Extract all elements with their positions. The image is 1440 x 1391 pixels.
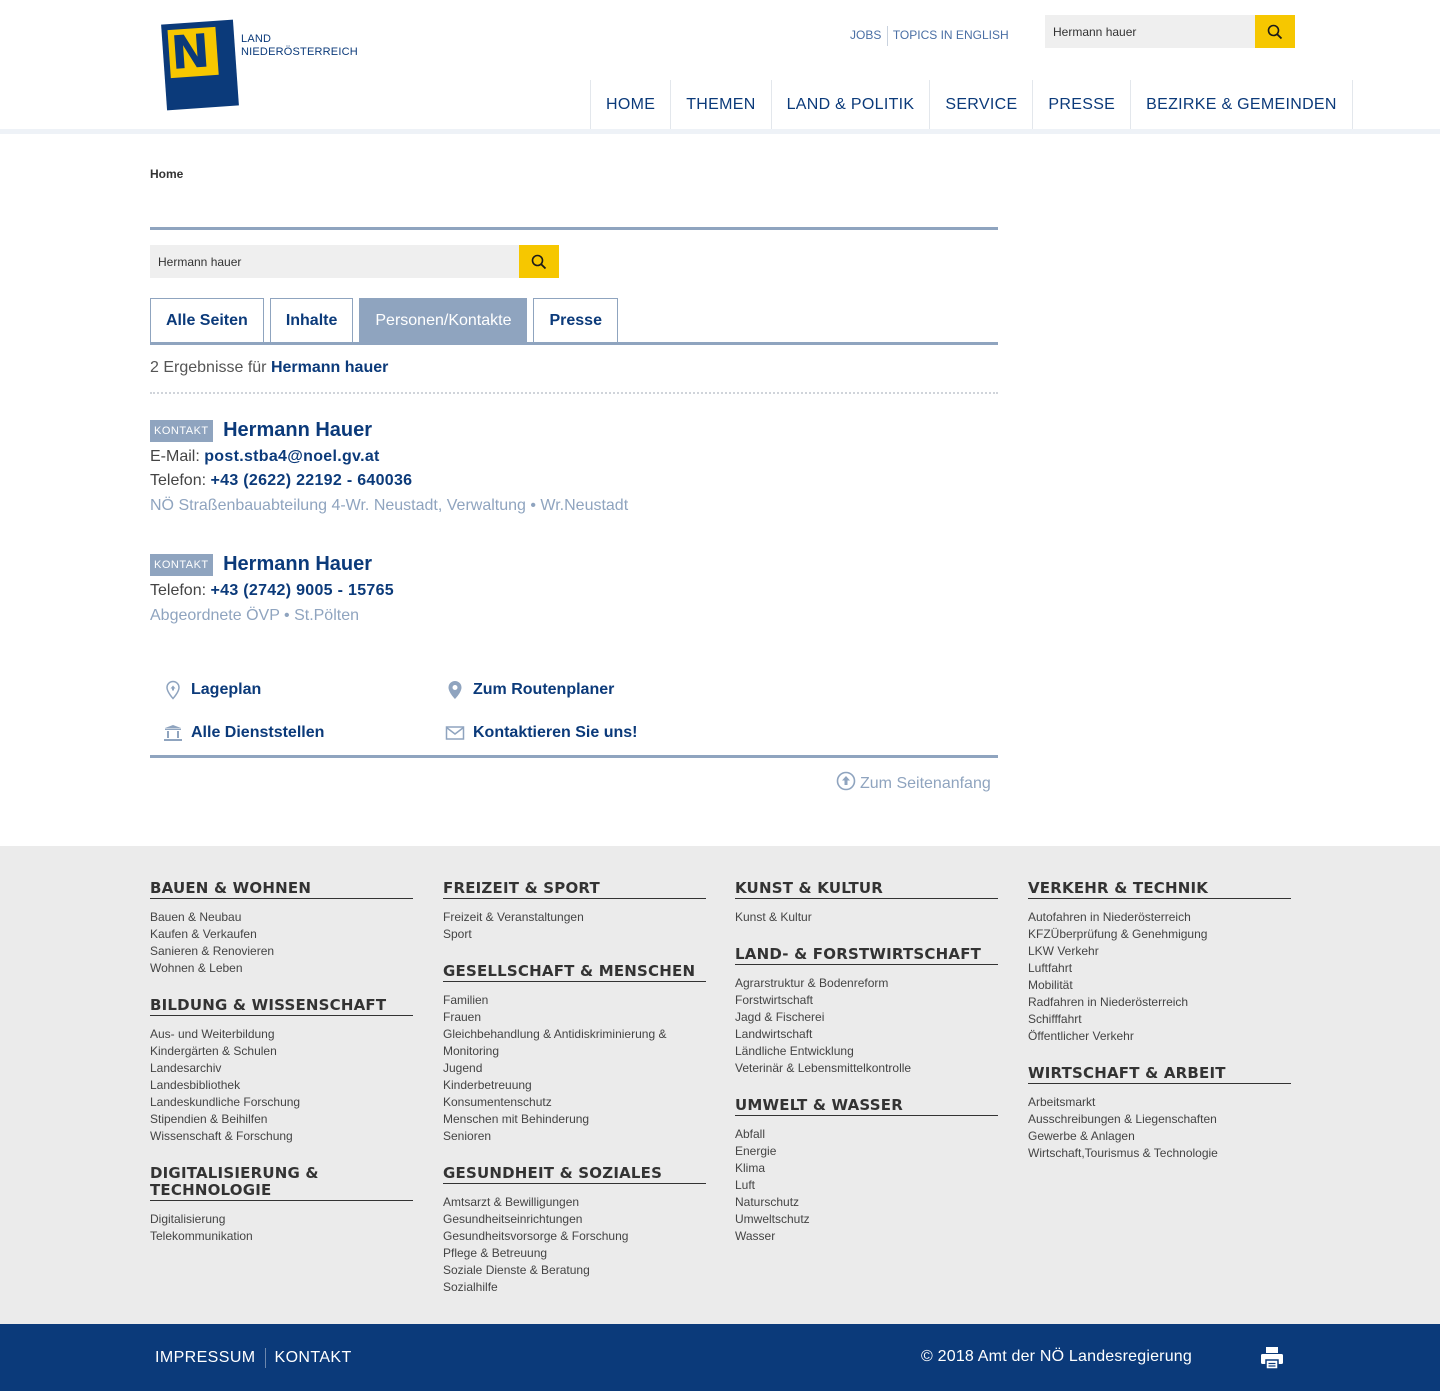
location-icon: [446, 680, 464, 700]
footer-link[interactable]: Sanieren & Renovieren: [150, 944, 275, 958]
logo-line-2: NIEDERÖSTERREICH: [241, 46, 358, 58]
footer-link-list: [735, 1126, 998, 1245]
footer-link[interactable]: Kindergärten & Schulen: [150, 1044, 277, 1058]
logo-line-1: LAND: [241, 33, 272, 45]
footer-section: [443, 880, 706, 943]
footer-link[interactable]: Ländliche Entwicklung: [735, 1044, 854, 1058]
footer-link-list: [150, 909, 413, 977]
footer-link[interactable]: Sport: [443, 927, 472, 941]
footer-link[interactable]: Pflege & Betreuung: [443, 1246, 548, 1260]
footer-link[interactable]: Gleichbehandlung & Antidiskriminierung & Monitoring: [443, 1027, 667, 1058]
nav-home[interactable]: HOME: [591, 80, 671, 130]
footer-link[interactable]: Wasser: [735, 1229, 776, 1243]
results-divider: [150, 392, 998, 394]
arrow-up-circle-icon: [836, 771, 856, 791]
building-icon: [163, 724, 183, 742]
copyright: © 2018 Amt der NÖ Landesregierung: [921, 1348, 1192, 1365]
result-badge: KONTAKT: [150, 554, 213, 576]
jobs-link[interactable]: JOBS: [850, 28, 882, 43]
footer-section: [150, 997, 413, 1145]
search-icon: [1267, 24, 1283, 40]
footer-section-title[interactable]: KUNST & KULTUR: [735, 880, 998, 899]
result-email: [150, 448, 998, 466]
footer-section: [735, 880, 998, 926]
footer-link[interactable]: LKW Verkehr: [1028, 944, 1099, 958]
footer-link[interactable]: Digitalisierung: [150, 1212, 226, 1226]
header-divider: [0, 129, 1440, 134]
bottom-links-divider: [265, 1348, 266, 1368]
footer-section-title[interactable]: GESUNDHEIT & SOZIALES: [443, 1165, 706, 1184]
print-button[interactable]: [1259, 1345, 1285, 1371]
footer-link[interactable]: Mobilität: [1028, 978, 1073, 992]
footer-link[interactable]: Forstwirtschaft: [735, 993, 814, 1007]
footer-link[interactable]: Ausschreibungen & Liegenschaften: [1028, 1112, 1217, 1126]
footer-link-list: [1028, 1094, 1291, 1162]
content-search-button[interactable]: [519, 245, 559, 278]
footer-link[interactable]: Konsumentenschutz: [443, 1095, 552, 1109]
nav-service[interactable]: SERVICE: [930, 80, 1033, 130]
result-badge: KONTAKT: [150, 420, 213, 442]
footer-section: [443, 1165, 706, 1296]
footer-link[interactable]: Landwirtschaft: [735, 1027, 813, 1041]
footer-section: [1028, 880, 1291, 1045]
footer-link[interactable]: Jagd & Fischerei: [735, 1010, 825, 1024]
results-count-prefix: 2 Ergebnisse für: [150, 359, 267, 376]
content-bottom-rule: [150, 755, 998, 758]
footer-link[interactable]: Freizeit & Veranstaltungen: [443, 910, 584, 924]
footer-section-title[interactable]: VERKEHR & TECHNIK: [1028, 880, 1291, 899]
footer-link[interactable]: Klima: [735, 1161, 766, 1175]
footer-section-title[interactable]: WIRTSCHAFT & ARBEIT: [1028, 1065, 1291, 1084]
lageplan-label: Lageplan: [191, 681, 262, 698]
search-icon: [531, 254, 547, 270]
routenplaner-link[interactable]: [445, 680, 614, 700]
tab-inhalte[interactable]: Inhalte: [270, 298, 354, 342]
result-name-link[interactable]: Hermann Hauer: [223, 419, 373, 441]
logo-flag-icon: [161, 20, 239, 111]
footer-link-list: [443, 992, 706, 1145]
footer-link[interactable]: Telekommunikation: [150, 1229, 253, 1243]
footer-sitemap: [0, 846, 1440, 1324]
logo-letter: N: [169, 23, 212, 80]
footer-column-4: [1028, 880, 1291, 1182]
logo-text: [241, 33, 358, 59]
footer-link[interactable]: Wohnen & Leben: [150, 961, 243, 975]
nav-presse[interactable]: PRESSE: [1033, 80, 1131, 130]
footer-link-list: [443, 909, 706, 943]
footer-link[interactable]: Kinderbetreuung: [443, 1078, 532, 1092]
footer-link[interactable]: Sozialhilfe: [443, 1280, 498, 1294]
top-links-divider: [887, 26, 888, 46]
footer-link[interactable]: Schifffahrt: [1028, 1012, 1082, 1026]
footer-link[interactable]: Radfahren in Niederösterreich: [1028, 995, 1189, 1009]
nav-bezirke-gemeinden[interactable]: BEZIRKE & GEMEINDEN: [1131, 80, 1353, 130]
tab-personen-kontakte[interactable]: Personen/Kontakte: [359, 298, 527, 342]
footer-link[interactable]: Landesbibliothek: [150, 1078, 241, 1092]
footer-link[interactable]: Abfall: [735, 1127, 766, 1141]
email-label: E-Mail:: [150, 448, 200, 465]
content-search: [150, 245, 559, 278]
footer-link-list: [443, 1194, 706, 1296]
routenplaner-label: Zum Routenplaner: [473, 681, 615, 698]
footer-link[interactable]: Naturschutz: [735, 1195, 800, 1209]
dienststellen-label: Alle Dienststellen: [191, 724, 325, 741]
content-search-input[interactable]: [150, 245, 519, 278]
phone-link[interactable]: +43 (2622) 22192 - 640036: [210, 472, 413, 489]
footer-link-list: [150, 1026, 413, 1145]
footer-link-list: [735, 975, 998, 1077]
footer-section-title[interactable]: GESELLSCHAFT & MENSCHEN: [443, 963, 706, 982]
email-link[interactable]: post.stba4@noel.gv.at: [204, 448, 380, 465]
result-item: [150, 553, 998, 625]
footer-link[interactable]: Agrarstruktur & Bodenreform: [735, 976, 889, 990]
map-pin-icon: [164, 680, 182, 700]
kontakt-label: Kontaktieren Sie uns!: [473, 724, 638, 741]
footer-link-list: [1028, 909, 1291, 1045]
phone-link[interactable]: +43 (2742) 9005 - 15765: [210, 582, 394, 599]
footer-section: [150, 1165, 413, 1245]
footer-column-3: [735, 880, 998, 1265]
topics-in-english-link[interactable]: TOPICS IN ENGLISH: [892, 28, 1009, 43]
result-phone: [150, 472, 998, 490]
header-search-input[interactable]: [1045, 15, 1255, 48]
footer-section: [443, 963, 706, 1145]
footer-link[interactable]: Jugend: [443, 1061, 483, 1075]
footer-section-title[interactable]: UMWELT & WASSER: [735, 1097, 998, 1116]
nav-land-politik[interactable]: LAND & POLITIK: [772, 80, 931, 130]
tab-alle-seiten[interactable]: Alle Seiten: [150, 298, 264, 342]
print-icon: [1259, 1345, 1285, 1371]
phone-label: Telefon:: [150, 472, 207, 489]
bottom-links: [155, 1348, 352, 1368]
header-search-button[interactable]: [1255, 15, 1295, 48]
phone-label: Telefon:: [150, 582, 207, 599]
footer-link[interactable]: Frauen: [443, 1010, 482, 1024]
footer-link[interactable]: KFZÜberprüfung & Genehmigung: [1028, 927, 1208, 941]
footer-section-title[interactable]: FREIZEIT & SPORT: [443, 880, 706, 899]
search-tabs: [150, 298, 624, 342]
footer-section: [1028, 1065, 1291, 1162]
footer-link[interactable]: Kunst & Kultur: [735, 910, 812, 924]
footer-link[interactable]: Veterinär & Lebensmittelkontrolle: [735, 1061, 912, 1075]
result-name-link[interactable]: Hermann Hauer: [223, 553, 373, 575]
footer-link[interactable]: Wissenschaft & Forschung: [150, 1129, 293, 1143]
main-navigation: [590, 80, 1353, 130]
bottom-kontakt-link[interactable]: KONTAKT: [274, 1349, 352, 1366]
footer-section: [735, 1097, 998, 1245]
quick-links: [150, 676, 998, 756]
footer-link[interactable]: Autofahren in Niederösterreich: [1028, 910, 1191, 924]
footer-link-list: [150, 1211, 413, 1245]
result-item: [150, 419, 998, 515]
site-header: [0, 0, 1440, 130]
footer-link[interactable]: Energie: [735, 1144, 777, 1158]
footer-link[interactable]: Senioren: [443, 1129, 492, 1143]
footer-section-title[interactable]: DIGITALISIERUNG & TECHNOLOGIE: [150, 1165, 413, 1201]
footer-link[interactable]: Bauen & Neubau: [150, 910, 242, 924]
footer-link[interactable]: Öffentlicher Verkehr: [1028, 1029, 1134, 1043]
header-search: [1045, 15, 1295, 48]
footer-link[interactable]: Gesundheitseinrichtungen: [443, 1212, 583, 1226]
tab-presse[interactable]: Presse: [533, 298, 618, 342]
footer-link[interactable]: Umweltschutz: [735, 1212, 810, 1226]
kontakt-link[interactable]: [445, 723, 637, 743]
footer-link[interactable]: Soziale Dienste & Beratung: [443, 1263, 590, 1277]
footer-link[interactable]: Luftfahrt: [1028, 961, 1073, 975]
footer-link[interactable]: Menschen mit Behinderung: [443, 1112, 590, 1126]
footer-column-2: [443, 880, 706, 1316]
footer-link[interactable]: Gesundheitsvorsorge & Forschung: [443, 1229, 629, 1243]
footer-link[interactable]: Arbeitsmarkt: [1028, 1095, 1096, 1109]
site-logo[interactable]: [160, 20, 380, 112]
lageplan-link[interactable]: [163, 680, 261, 700]
nav-themen[interactable]: THEMEN: [671, 80, 771, 130]
results-query: Hermann hauer: [270, 359, 389, 376]
mail-icon: [445, 725, 465, 741]
tabs-bottom-rule: [150, 342, 998, 345]
footer-link[interactable]: Wirtschaft,Tourismus & Technologie: [1028, 1146, 1218, 1160]
content-top-rule: [150, 227, 998, 230]
footer-link[interactable]: Gewerbe & Anlagen: [1028, 1129, 1135, 1143]
bottom-bar: [0, 1324, 1440, 1391]
footer-section: [150, 880, 413, 977]
footer-link[interactable]: Luft: [735, 1178, 756, 1192]
dienststellen-link[interactable]: [163, 723, 324, 743]
footer-link[interactable]: Landesarchiv: [150, 1061, 222, 1075]
footer-link[interactable]: Kaufen & Verkaufen: [150, 927, 257, 941]
breadcrumb-home[interactable]: Home: [150, 167, 184, 181]
footer-link[interactable]: Aus- und Weiterbildung: [150, 1027, 275, 1041]
footer-section: [735, 946, 998, 1077]
footer-section-title[interactable]: LAND- & FORSTWIRTSCHAFT: [735, 946, 998, 965]
top-links: [850, 26, 1009, 46]
footer-section-title[interactable]: BAUEN & WOHNEN: [150, 880, 413, 899]
to-top-label: Zum Seitenanfang: [860, 774, 991, 792]
footer-link-list: [735, 909, 998, 926]
footer-link[interactable]: Familien: [443, 993, 489, 1007]
impressum-link[interactable]: IMPRESSUM: [155, 1349, 256, 1366]
footer-link[interactable]: Stipendien & Beihilfen: [150, 1112, 268, 1126]
result-phone: [150, 582, 998, 600]
result-meta: NÖ Straßenbauabteilung 4-Wr. Neustadt, Verwaltung • Wr.Neustadt: [150, 497, 629, 514]
footer-column-1: [150, 880, 413, 1265]
results-count: [150, 359, 388, 377]
footer-section-title[interactable]: BILDUNG & WISSENSCHAFT: [150, 997, 413, 1016]
to-top-link[interactable]: [836, 771, 991, 796]
footer-link[interactable]: Landeskundliche Forschung: [150, 1095, 301, 1109]
result-meta: Abgeordnete ÖVP • St.Pölten: [150, 607, 359, 624]
footer-link[interactable]: Amtsarzt & Bewilligungen: [443, 1195, 580, 1209]
